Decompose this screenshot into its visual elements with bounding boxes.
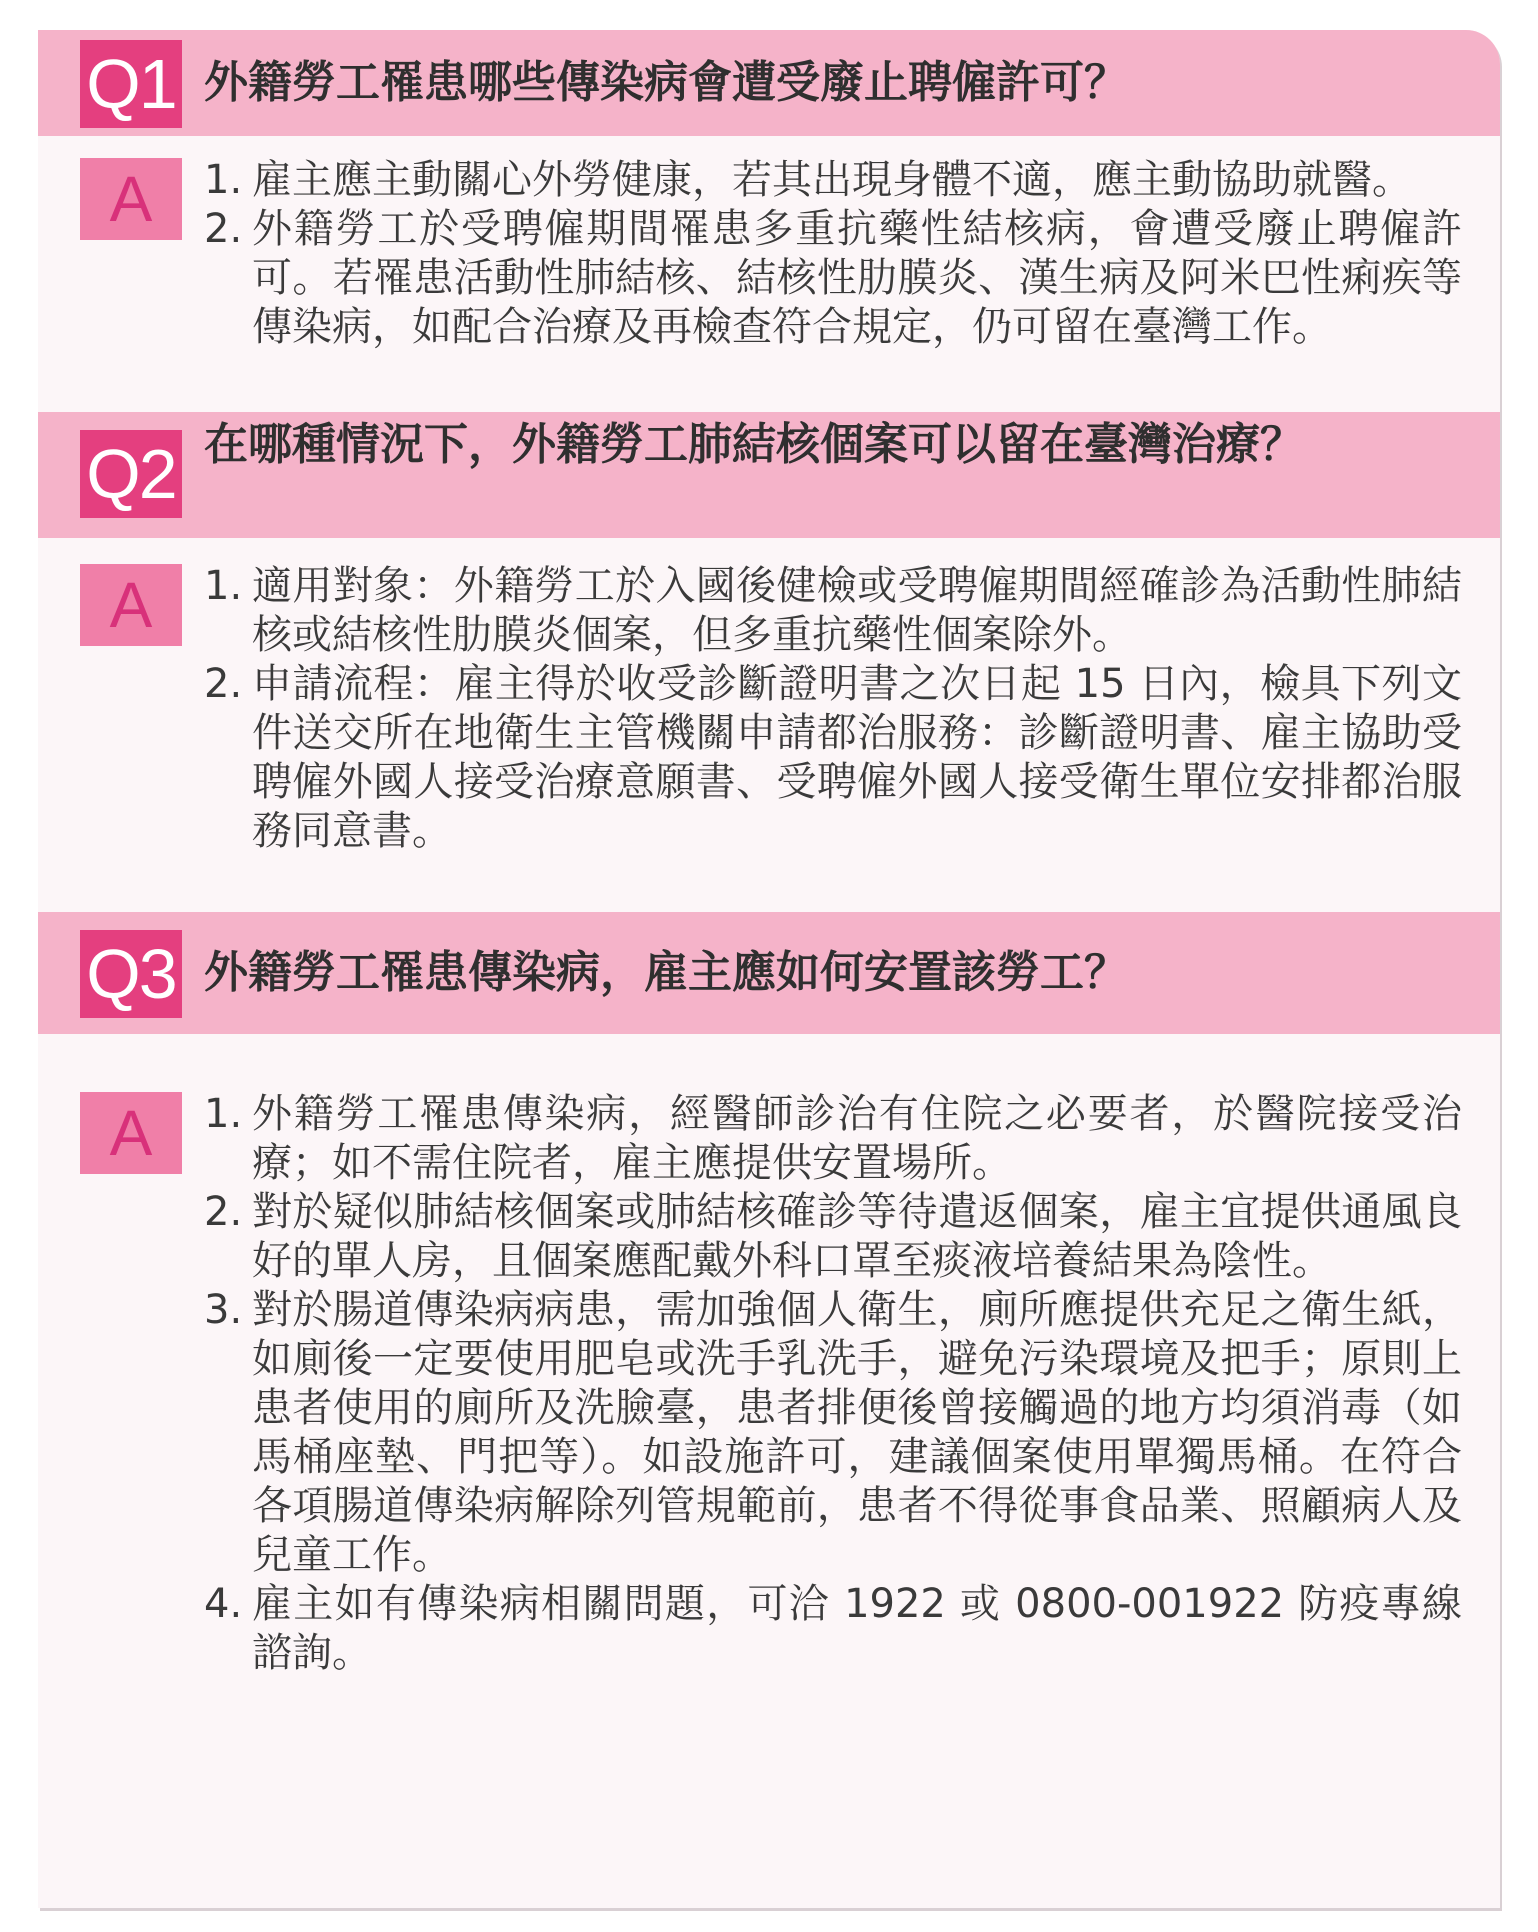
item-text: 對於腸道傳染病病患，需加強個人衛生，廁所應提供充足之衛生紙，如廁後一定要使用肥皂或洗手乳洗手，避免污染環境及把手；原則上患者使用的廁所及洗臉臺，患者排便後曾接觸過的地方均須消毒（如馬桶座墊、門把等）。如設施許可，建議個案使用單獨馬桶。在符合各項腸道傳染病解除列管規範前，患者不得從事食品業、照顧病人及兒童工作。: [252, 1287, 1462, 1578]
item-number: 1.: [204, 563, 243, 609]
item-text: 外籍勞工罹患傳染病，經醫師診治有住院之必要者，於醫院接受治療；如不需住院者，雇主應提供安置場所。: [252, 1091, 1462, 1186]
question-band-q2: [38, 412, 1500, 538]
question-band-q3: [38, 912, 1500, 1034]
item-number: 2.: [204, 206, 243, 252]
q2-badge: Q2: [80, 430, 182, 518]
list-item: [204, 660, 1462, 856]
q3-question: 外籍勞工罹患傳染病，雇主應如何安置該勞工？: [204, 947, 1128, 998]
item-number: 3.: [204, 1287, 243, 1333]
list-item: [204, 1090, 1462, 1188]
q1-answer-list: [204, 156, 1462, 352]
list-item: [204, 1286, 1462, 1580]
list-item: [204, 562, 1462, 660]
item-number: 2.: [204, 1189, 243, 1235]
q3-answer-badge: A: [80, 1092, 182, 1174]
item-text: 適用對象：外籍勞工於入國後健檢或受聘僱期間經確診為活動性肺結核或結核性肋膜炎個案，但多重抗藥性個案除外。: [252, 563, 1462, 658]
q1-badge: Q1: [80, 40, 182, 128]
q2-answer-list: [204, 562, 1462, 856]
question-band-q1: [38, 30, 1500, 136]
q3-answer-list: [204, 1090, 1462, 1678]
q3-badge: Q3: [80, 930, 182, 1018]
item-text: 雇主應主動關心外勞健康，若其出現身體不適，應主動協助就醫。: [252, 157, 1412, 203]
item-text: 外籍勞工於受聘僱期間罹患多重抗藥性結核病，會遭受廢止聘僱許可。若罹患活動性肺結核、結核性肋膜炎、漢生病及阿米巴性痢疾等傳染病，如配合治療及再檢查符合規定，仍可留在臺灣工作。: [252, 206, 1462, 350]
q2-question: 在哪種情況下，外籍勞工肺結核個案可以留在臺灣治療？: [204, 419, 1304, 470]
q1-answer-badge: A: [80, 158, 182, 240]
item-text: 對於疑似肺結核個案或肺結核確診等待遣返個案，雇主宜提供通風良好的單人房，且個案應配戴外科口罩至痰液培養結果為陰性。: [252, 1189, 1462, 1284]
item-number: 2.: [204, 661, 243, 707]
q1-question: 外籍勞工罹患哪些傳染病會遭受廢止聘僱許可？: [204, 57, 1128, 108]
list-item: [204, 1580, 1462, 1678]
item-text: 申請流程：雇主得於收受診斷證明書之次日起 15 日內，檢具下列文件送交所在地衛生主管機關申請都治服務：診斷證明書、雇主協助受聘僱外國人接受治療意願書、受聘僱外國人接受衛生單位安排都治服務同意書。: [252, 661, 1462, 854]
list-item: [204, 156, 1462, 205]
faq-card: [38, 30, 1500, 1908]
list-item: [204, 205, 1462, 352]
item-text: 雇主如有傳染病相關問題，可洽 1922 或 0800-001922 防疫專線諮詢。: [252, 1581, 1462, 1676]
q2-answer-badge: A: [80, 564, 182, 646]
item-number: 4.: [204, 1581, 243, 1627]
item-number: 1.: [204, 1091, 243, 1137]
list-item: [204, 1188, 1462, 1286]
item-number: 1.: [204, 157, 243, 203]
